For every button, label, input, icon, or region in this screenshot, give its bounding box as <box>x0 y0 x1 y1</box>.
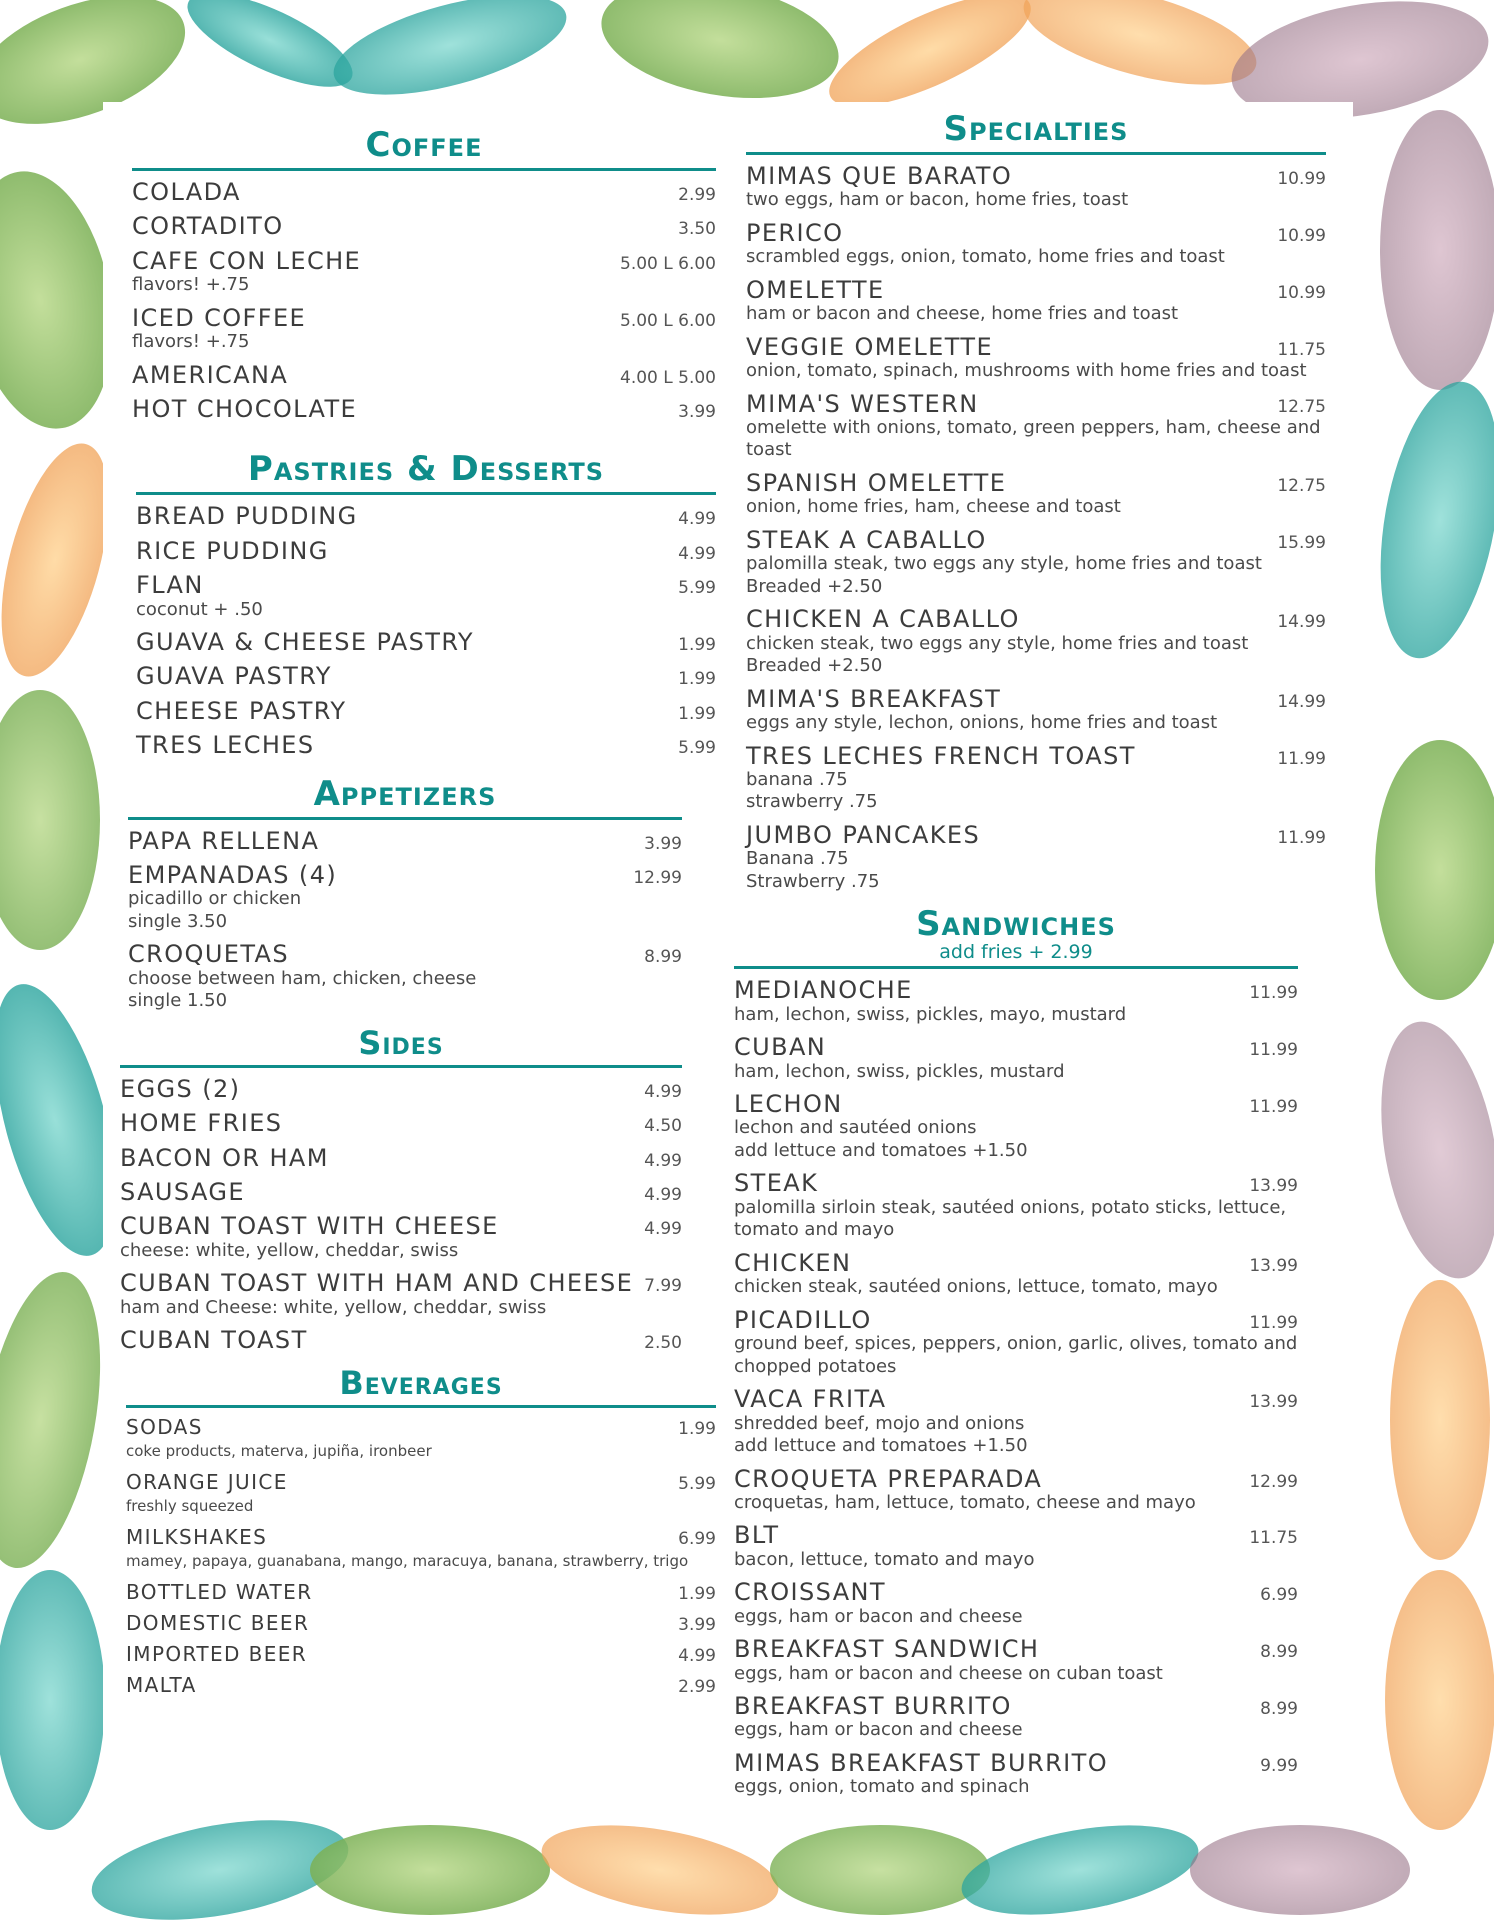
pastries-list <box>136 503 716 758</box>
sandwiches-rule <box>734 966 1298 969</box>
menu-item-name: CROQUETA PREPARADA <box>734 1464 1043 1493</box>
menu-item <box>734 1466 1298 1515</box>
menu-item-price: 8.99 <box>1260 1642 1298 1663</box>
menu-item-description: ham, lechon, swiss, pickles, mayo, mustard <box>734 1003 1127 1025</box>
menu-item-header <box>734 1170 1298 1196</box>
beverages-heading: Beverages <box>339 1364 503 1403</box>
menu-item-name: CAFE CON LECHE <box>132 246 362 275</box>
menu-item <box>746 470 1326 519</box>
appetizers-heading: Appetizers <box>313 773 497 814</box>
menu-item-description: palomilla steak, two eggs any style, home fries and toast Breaded +2.50 <box>746 553 1262 597</box>
menu-item-name: AMERICANA <box>132 360 289 389</box>
menu-item-description: chicken steak, two eggs any style, home fries and toast Breaded +2.50 <box>746 632 1249 677</box>
menu-item-price: 14.99 <box>1277 612 1326 633</box>
menu-item-price: 4.99 <box>678 543 716 564</box>
menu-item <box>746 686 1326 735</box>
menu-item <box>126 1416 716 1463</box>
menu-item <box>746 606 1326 677</box>
menu-item-header <box>746 334 1326 360</box>
menu-item <box>136 572 716 621</box>
menu-item <box>734 1636 1298 1685</box>
menu-item-description: eggs any style, lechon, onions, home fries and toast <box>746 712 1218 734</box>
sides-list <box>120 1076 682 1354</box>
menu-item-name: PERICO <box>746 218 844 247</box>
menu-item <box>734 1034 1298 1083</box>
menu-item-description: picadillo or chicken single 3.50 <box>128 888 302 932</box>
menu-item-name: BREAD PUDDING <box>136 502 358 531</box>
menu-item <box>120 1270 682 1319</box>
menu-item-price: 6.99 <box>1260 1585 1298 1606</box>
sandwiches-heading: Sandwiches <box>916 904 1116 945</box>
menu-item <box>734 1579 1298 1628</box>
specialties-section <box>746 109 1326 893</box>
menu-item-name: STEAK A CABALLO <box>746 525 987 554</box>
beverages-section <box>126 1364 716 1698</box>
menu-item-name: CHICKEN A CABALLO <box>746 605 1020 634</box>
menu-item <box>734 1693 1298 1742</box>
menu-item-description: palomilla sirloin steak, sautéed onions, potato sticks, lettuce, tomato and mayo <box>734 1196 1287 1241</box>
menu-item-header <box>136 629 716 655</box>
menu-item-price: 2.99 <box>678 185 716 205</box>
menu-item-header <box>746 606 1326 632</box>
menu-item-name: CORTADITO <box>132 212 284 241</box>
menu-item-name: ICED COFFEE <box>132 303 307 332</box>
menu-item-price: 12.75 <box>1277 396 1326 417</box>
menu-item-name: MIMAS BREAKFAST BURRITO <box>734 1748 1108 1777</box>
menu-item-description: lechon and sautéed onions add lettuce and tomatoes +1.50 <box>734 1117 1028 1161</box>
menu-item-price: 4.99 <box>644 1184 682 1205</box>
menu-item-name: EMPANADAS (4) <box>128 860 338 889</box>
menu-item <box>136 698 716 724</box>
menu-item-header <box>132 248 716 274</box>
menu-item-name: GUAVA PASTRY <box>136 662 332 691</box>
menu-item-name: CUBAN TOAST <box>120 1326 308 1355</box>
menu-item-header <box>746 391 1326 417</box>
menu-item <box>120 1179 682 1205</box>
menu-item-price: 14.99 <box>1277 691 1326 712</box>
menu-item <box>132 305 716 354</box>
menu-item-header <box>734 977 1298 1003</box>
menu-item-name: CUBAN TOAST WITH CHEESE <box>120 1212 499 1241</box>
menu-item-price: 5.00 L 6.00 <box>620 310 716 331</box>
coffee-rule <box>132 168 716 171</box>
menu-item-description: choose between ham, chicken, cheese single 1.50 <box>128 967 477 1012</box>
menu-item <box>126 1674 716 1697</box>
specialties-heading: Specialties <box>943 109 1129 149</box>
menu-item-name: TRES LECHES FRENCH TOAST <box>746 741 1136 770</box>
menu-item-name: CUBAN TOAST WITH HAM AND CHEESE <box>120 1269 634 1298</box>
menu-item-name: BACON OR HAM <box>120 1143 329 1172</box>
menu-item-header <box>734 1034 1298 1060</box>
menu-item-description: banana .75 strawberry .75 <box>746 768 878 813</box>
menu-item-price: 4.99 <box>678 509 716 530</box>
menu-item-price: 12.99 <box>1249 1471 1298 1492</box>
menu-item-name: SODAS <box>126 1415 203 1440</box>
menu-item <box>734 1522 1298 1571</box>
specialties-list <box>746 163 1326 893</box>
menu-item <box>126 1526 716 1573</box>
menu-item <box>734 977 1298 1026</box>
menu-item-price: 11.99 <box>1277 827 1326 848</box>
menu-item-description: ham and Cheese: white, yellow, cheddar, swiss <box>120 1296 547 1318</box>
menu-item-price: 4.99 <box>644 1219 682 1240</box>
menu-item <box>132 248 716 297</box>
menu-item-header <box>136 503 716 529</box>
menu-item-header <box>746 743 1326 769</box>
menu-item-price: 11.75 <box>1249 1528 1298 1549</box>
menu-item-price: 4.50 <box>644 1116 682 1137</box>
menu-item-name: FLAN <box>136 571 204 600</box>
menu-item-header <box>132 305 716 331</box>
menu-item-name: IMPORTED BEER <box>126 1642 308 1667</box>
menu-item-name: OMELETTE <box>746 275 885 304</box>
menu-item-name: TRES LECHES <box>136 731 315 760</box>
sandwiches-section <box>734 904 1298 1799</box>
menu-item-header <box>136 663 716 689</box>
menu-item-price: 5.00 L 6.00 <box>620 253 716 274</box>
menu-item-name: CUBAN <box>734 1033 827 1062</box>
menu-item-name: SPANISH OMELETTE <box>746 468 1007 497</box>
menu-item-price: 8.99 <box>1260 1699 1298 1720</box>
menu-item-name: MILKSHAKES <box>126 1525 268 1550</box>
menu-item <box>136 503 716 529</box>
menu-item <box>746 334 1326 383</box>
menu-item <box>746 527 1326 598</box>
appetizers-section <box>128 773 682 1013</box>
menu-item-header <box>746 470 1326 496</box>
menu-item <box>136 663 716 689</box>
menu-item-price: 11.99 <box>1277 748 1326 769</box>
menu-item-price: 4.00 L 5.00 <box>620 367 716 388</box>
menu-item-name: CHICKEN <box>734 1248 852 1277</box>
menu-item-price: 11.99 <box>1249 1312 1298 1333</box>
menu-item <box>746 163 1326 212</box>
menu-item-name: MIMA'S WESTERN <box>746 389 979 418</box>
pastries-rule <box>136 492 716 495</box>
menu-item-price: 3.99 <box>644 833 682 854</box>
menu-item <box>120 1213 682 1262</box>
menu-item-description: Banana .75 Strawberry .75 <box>746 848 880 892</box>
menu-item <box>126 1612 716 1635</box>
menu-item-price: 10.99 <box>1277 225 1326 246</box>
menu-item-description: two eggs, ham or bacon, home fries, toast <box>746 189 1129 211</box>
menu-item-header <box>120 1110 682 1136</box>
menu-item-header <box>126 1643 716 1666</box>
menu-item-header <box>120 1270 682 1296</box>
menu-item <box>120 1110 682 1136</box>
menu-item-price: 12.99 <box>633 867 682 888</box>
menu-item-price: 1.99 <box>678 1584 716 1605</box>
coffee-list <box>132 179 716 422</box>
menu-item-header <box>734 1693 1298 1719</box>
beverages-rule <box>126 1405 716 1408</box>
menu-item <box>128 828 682 854</box>
menu-item-name: CROISSANT <box>734 1578 886 1607</box>
menu-item-header <box>136 538 716 564</box>
menu-item-price: 11.75 <box>1277 339 1326 360</box>
menu-item-header <box>746 163 1326 189</box>
menu-item-name: PAPA RELLENA <box>128 826 320 855</box>
menu-item <box>132 213 716 239</box>
sides-heading: Sides <box>358 1023 444 1062</box>
menu-item-header <box>734 1386 1298 1412</box>
menu-item-header <box>126 1674 716 1697</box>
menu-item-description: flavors! +.75 <box>132 331 250 353</box>
menu-item-header <box>132 179 716 205</box>
menu-item-name: BREAKFAST BURRITO <box>734 1692 1012 1721</box>
menu-item-price: 7.99 <box>644 1276 682 1297</box>
menu-item-header <box>126 1612 716 1635</box>
menu-item-price: 3.99 <box>678 401 716 422</box>
menu-item <box>126 1471 716 1518</box>
menu-item-header <box>128 828 682 854</box>
appetizers-list <box>128 828 682 1013</box>
menu-item-name: COLADA <box>132 178 241 206</box>
menu-item-description: onion, tomato, spinach, mushrooms with home fries and toast <box>746 360 1307 382</box>
menu-item-description: freshly squeezed <box>126 1497 254 1516</box>
menu-item-name: BLT <box>734 1521 780 1550</box>
menu-item-header <box>126 1471 716 1494</box>
menu-item-name: PICADILLO <box>734 1305 872 1334</box>
menu-item <box>136 732 716 758</box>
menu-item <box>132 396 716 422</box>
menu-item-header <box>120 1145 682 1171</box>
menu-item-header <box>136 732 716 758</box>
menu-item-header <box>126 1416 716 1439</box>
menu-item <box>734 1750 1298 1799</box>
menu-item-header <box>132 213 716 239</box>
menu-item-header <box>136 572 716 598</box>
menu-item-price: 11.99 <box>1249 983 1298 1004</box>
coffee-section <box>132 125 716 423</box>
menu-item-header <box>734 1091 1298 1117</box>
menu-item-name: GUAVA & CHEESE PASTRY <box>136 628 474 657</box>
appetizers-rule <box>128 817 682 820</box>
menu-item <box>136 629 716 655</box>
menu-item-description: chicken steak, sautéed onions, lettuce, tomato, mayo <box>734 1276 1218 1298</box>
menu-item-price: 10.99 <box>1277 169 1326 189</box>
sandwiches-subtitle: add fries + 2.99 <box>939 941 1093 964</box>
menu-item-header <box>734 1579 1298 1605</box>
menu-item-header <box>132 362 716 388</box>
pastries-heading: Pastries & Desserts <box>247 449 605 490</box>
menu-item-price: 8.99 <box>644 947 682 968</box>
menu-item <box>746 220 1326 269</box>
menu-item-price: 9.99 <box>1260 1755 1298 1776</box>
menu-item-header <box>746 277 1326 303</box>
menu-item-header <box>128 941 682 967</box>
menu-item-description: ham or bacon and cheese, home fries and toast <box>746 303 1179 325</box>
right-column <box>734 109 1326 1813</box>
menu-item <box>126 1581 716 1604</box>
menu-item-name: CROQUETAS <box>128 940 289 969</box>
menu-item-price: 4.99 <box>644 1081 682 1102</box>
menu-item-name: HOT CHOCOLATE <box>132 394 358 423</box>
menu-item-description: ham, lechon, swiss, pickles, mustard <box>734 1060 1065 1082</box>
menu-item-name: MALTA <box>126 1673 197 1698</box>
menu-item-header <box>734 1636 1298 1662</box>
pastries-section <box>136 449 716 760</box>
menu-item-description: bacon, lettuce, tomato and mayo <box>734 1548 1035 1570</box>
menu-item-header <box>126 1526 716 1549</box>
coffee-heading: Coffee <box>365 125 483 165</box>
menu-item <box>120 1327 682 1353</box>
menu-item <box>120 1076 682 1102</box>
menu-item-price: 11.99 <box>1249 1097 1298 1118</box>
menu-item-price: 4.99 <box>644 1150 682 1171</box>
menu-item-description: shredded beef, mojo and onions add lettuce and tomatoes +1.50 <box>734 1412 1028 1457</box>
menu-item-price: 12.75 <box>1277 475 1326 496</box>
menu-item <box>734 1307 1298 1378</box>
menu-item-price: 1.99 <box>678 635 716 656</box>
menu-item-price: 4.99 <box>678 1646 716 1667</box>
menu-item <box>746 822 1326 893</box>
menu-item-name: BOTTLED WATER <box>126 1580 313 1605</box>
menu-item <box>734 1386 1298 1457</box>
menu-item-header <box>746 527 1326 553</box>
beverages-list <box>126 1416 716 1697</box>
menu-item-header <box>120 1213 682 1239</box>
sandwiches-list <box>734 977 1298 1799</box>
menu-item <box>136 538 716 564</box>
menu-item-description: eggs, ham or bacon and cheese <box>734 1719 1023 1741</box>
menu-item-name: MEDIANOCHE <box>734 976 913 1005</box>
menu-item-header <box>734 1250 1298 1276</box>
menu-item-header <box>132 396 716 422</box>
menu-item <box>132 362 716 388</box>
menu-item-description: ground beef, spices, peppers, onion, garlic, olives, tomato and chopped potatoes <box>734 1333 1298 1377</box>
menu-item-header <box>126 1581 716 1604</box>
menu-item-header <box>746 822 1326 848</box>
menu-item-description: eggs, onion, tomato and spinach <box>734 1776 1030 1798</box>
menu-item-header <box>734 1522 1298 1548</box>
menu-item-header <box>746 686 1326 712</box>
sides-rule <box>120 1065 682 1068</box>
menu-item-price: 6.99 <box>678 1529 716 1550</box>
menu-item-name: SAUSAGE <box>120 1177 245 1206</box>
menu-item-price: 5.99 <box>678 578 716 599</box>
menu-item-name: HOME FRIES <box>120 1109 283 1138</box>
menu-item-price: 11.99 <box>1249 1040 1298 1061</box>
menu-item-description: omelette with onions, tomato, green peppers, ham, cheese and toast <box>746 416 1321 461</box>
menu-item <box>132 179 716 205</box>
menu-item-price: 2.99 <box>678 1677 716 1698</box>
menu-item-name: VEGGIE OMELETTE <box>746 332 994 361</box>
left-column <box>120 125 716 1711</box>
menu-item-price: 10.99 <box>1277 282 1326 303</box>
menu-item-header <box>136 698 716 724</box>
menu-item-price: 3.50 <box>678 219 716 240</box>
menu-item-name: VACA FRITA <box>734 1385 887 1414</box>
menu-item-name: CHEESE PASTRY <box>136 696 347 725</box>
menu-item <box>128 862 682 933</box>
menu-item-description: eggs, ham or bacon and cheese <box>734 1605 1023 1627</box>
menu-item-header <box>734 1307 1298 1333</box>
menu-item-price: 5.99 <box>678 1474 716 1495</box>
menu-item-header <box>120 1076 682 1102</box>
menu-item-header <box>734 1750 1298 1776</box>
menu-item-name: MIMAS QUE BARATO <box>746 162 1013 190</box>
menu-item-price: 13.99 <box>1249 1176 1298 1197</box>
menu-item <box>746 277 1326 326</box>
menu-item-price: 5.99 <box>678 738 716 759</box>
menu-item-price: 13.99 <box>1249 1255 1298 1276</box>
menu-item-price: 3.99 <box>678 1615 716 1636</box>
menu-item-description: coke products, materva, jupiña, ironbeer <box>126 1442 432 1461</box>
menu-item <box>746 391 1326 462</box>
menu-item-description: mamey, papaya, guanabana, mango, maracuya, banana, strawberry, trigo <box>126 1552 689 1571</box>
specialties-rule <box>746 152 1326 155</box>
menu-item <box>126 1643 716 1666</box>
menu-item-name: MIMA'S BREAKFAST <box>746 684 1002 713</box>
menu-item <box>734 1091 1298 1162</box>
menu-item-name: LECHON <box>734 1090 843 1119</box>
menu-item-description: flavors! +.75 <box>132 274 250 296</box>
menu-item-name: JUMBO PANCAKES <box>746 820 981 849</box>
menu-item-price: 1.99 <box>678 669 716 690</box>
menu-item-description: cheese: white, yellow, cheddar, swiss <box>120 1239 459 1261</box>
menu-item-description: eggs, ham or bacon and cheese on cuban toast <box>734 1662 1163 1684</box>
menu-item-name: EGGS (2) <box>120 1074 241 1103</box>
menu-item-description: coconut + .50 <box>136 598 263 620</box>
menu-item-price: 15.99 <box>1277 532 1326 553</box>
menu-item-description: onion, home fries, ham, cheese and toast <box>746 496 1121 518</box>
menu-item <box>128 941 682 1012</box>
menu-item-price: 1.99 <box>678 703 716 724</box>
menu-item <box>746 743 1326 814</box>
menu-item-header <box>746 220 1326 246</box>
menu-item <box>120 1145 682 1171</box>
menu-item-name: ORANGE JUICE <box>126 1470 288 1495</box>
menu-item-header <box>120 1179 682 1205</box>
menu-item-name: BREAKFAST SANDWICH <box>734 1635 1040 1664</box>
menu-item-description: croquetas, ham, lettuce, tomato, cheese and mayo <box>734 1491 1196 1513</box>
menu-item-description: scrambled eggs, onion, tomato, home fries and toast <box>746 246 1225 268</box>
sides-section <box>120 1023 682 1355</box>
menu-item <box>734 1170 1298 1241</box>
menu-item-name: DOMESTIC BEER <box>126 1611 310 1636</box>
menu-item-price: 13.99 <box>1249 1392 1298 1413</box>
menu-item <box>734 1250 1298 1299</box>
menu-item-name: STEAK <box>734 1169 819 1198</box>
menu-item-header <box>120 1327 682 1353</box>
menu-item-price: 2.50 <box>644 1333 682 1354</box>
menu-item-header <box>734 1466 1298 1492</box>
menu-item-header <box>128 862 682 888</box>
menu-item-price: 1.99 <box>678 1419 716 1440</box>
menu-item-name: RICE PUDDING <box>136 536 329 565</box>
